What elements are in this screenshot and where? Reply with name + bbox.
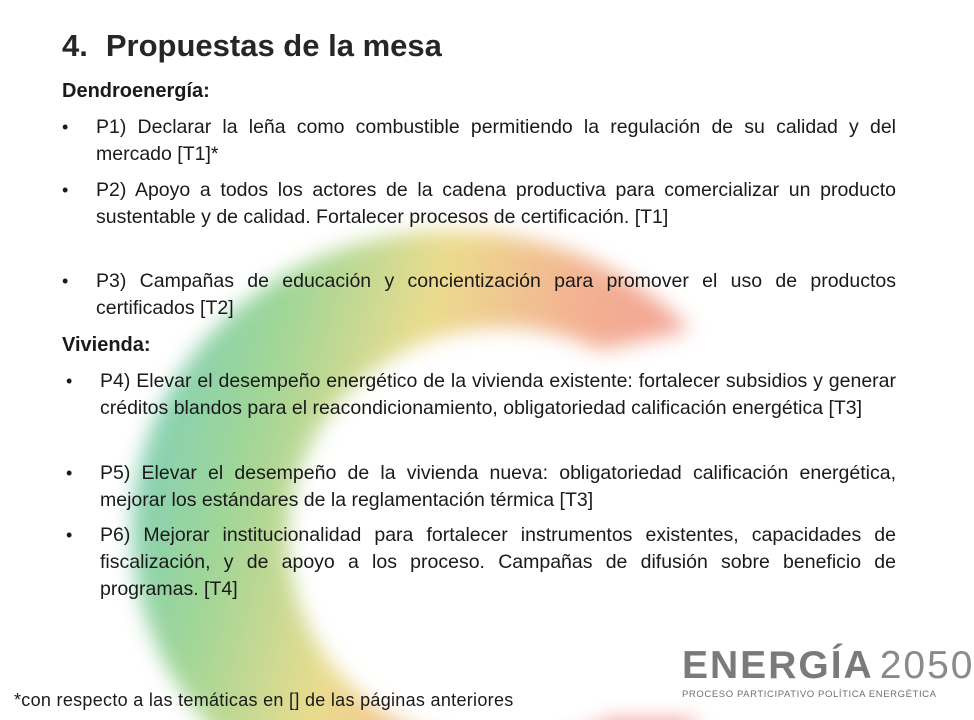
footnote: *con respecto a las temáticas en [] de las páginas anteriores [14, 690, 514, 710]
bullet-p1 [62, 114, 896, 168]
bullet-text: P1) Declarar la leña como combustible permitiendo la regulación de su calidad y del mercado [T1]* [96, 116, 896, 165]
logo-subtitle: PROCESO PARTICIPATIVO POLÍTICA ENERGÉTICA [682, 689, 937, 700]
bullet-marker: • [66, 525, 73, 545]
bullet-p6 [66, 522, 896, 603]
title-number: 4. [62, 28, 88, 63]
bullet-text: P5) Elevar el desempeño de la vivienda nueva: obligatoriedad calificación energética, mejorar los estándares de la reglamentación térmica [T3] [100, 462, 896, 511]
bullet-p4 [66, 368, 896, 422]
bullet-text: P6) Mejorar institucionalidad para fortalecer instrumentos existentes, capacidades de fiscalización, y de apoyo a los proceso. Campañas de difusión sobre beneficio de programas. [T4] [100, 524, 896, 600]
bullet-marker: • [62, 180, 69, 200]
bullet-p2 [62, 177, 896, 231]
section-label-vivienda: Vivienda: [62, 334, 151, 356]
bullet-p5 [66, 460, 896, 514]
logo-word: ENERGÍA [682, 644, 874, 687]
slide-title [62, 28, 442, 64]
logo-wordmark [682, 644, 974, 687]
bullet-marker: • [62, 117, 69, 137]
energia-2050-logo [682, 644, 974, 700]
bullet-marker: • [62, 271, 69, 291]
bullet-p3 [62, 268, 896, 322]
logo-year: 2050 [879, 644, 974, 687]
bullet-text: P3) Campañas de educación y concientización para promover el uso de productos certificados [T2] [96, 270, 896, 319]
bullet-marker: • [66, 371, 73, 391]
bullet-marker: • [66, 463, 73, 483]
bullet-text: P2) Apoyo a todos los actores de la cadena productiva para comercializar un producto sustentable y de calidad. Fortalecer procesos de certificación. [T1] [96, 179, 896, 228]
title-text: Propuestas de la mesa [105, 28, 442, 63]
section-label-dendroenergia: Dendroenergía: [62, 80, 210, 102]
bullet-text: P4) Elevar el desempeño energético de la vivienda existente: fortalecer subsidios y generar créditos blandos para el reacondicionamiento, obligatoriedad calificación energética [T3] [100, 370, 896, 419]
